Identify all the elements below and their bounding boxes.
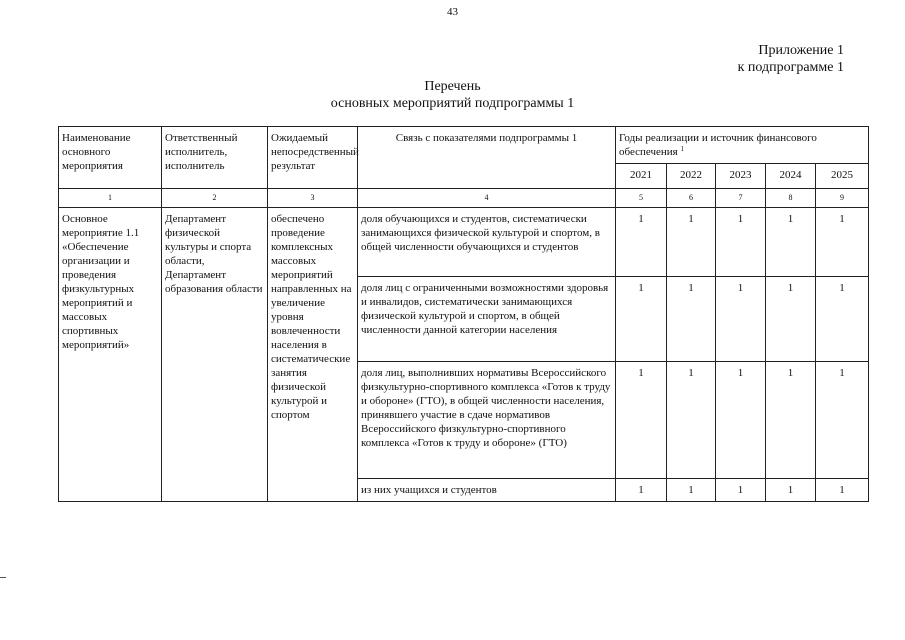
indicator-value: 1 [766, 362, 816, 479]
indicator-text: доля лиц с ограниченными возможностями здоровья и инвалидов, систематически занимающихся физической культурой и спортом, в общей численности данной категории населения [358, 277, 616, 362]
indicator-text: доля лиц, выполнивших нормативы Всероссийского физкультурно-спортивного комплекса «Готов к труду и обороне» (ГТО), в общей численности населения, принявшего участие в сдаче нормативов Всероссийского физкультурно-спортивного комплекса «Готов к труду и обороне» (ГТО) [358, 362, 616, 479]
indicator-value: 1 [667, 479, 716, 502]
year-cell: 2021 [616, 164, 667, 189]
indicator-value: 1 [716, 277, 766, 362]
indicator-value: 1 [716, 208, 766, 277]
column-number: 8 [766, 189, 816, 208]
appendix-label [738, 42, 844, 76]
year-cell: 2022 [667, 164, 716, 189]
indicator-value: 1 [766, 479, 816, 502]
indicator-value: 1 [716, 479, 766, 502]
indicator-value: 1 [667, 277, 716, 362]
column-number: 5 [616, 189, 667, 208]
indicator-value: 1 [816, 208, 869, 277]
indicator-value: 1 [816, 362, 869, 479]
title-line-2: основных мероприятий подпрограммы 1 [330, 96, 575, 111]
appendix-line-1: Приложение 1 [758, 43, 844, 58]
header-event-name: Наименование основного мероприятия [59, 127, 162, 189]
header-years-funding-text: Годы реализации и источник финансового обеспечения [619, 132, 817, 158]
table-row [59, 208, 869, 277]
year-cell: 2025 [816, 164, 869, 189]
indicator-value: 1 [766, 208, 816, 277]
event-result: обеспечено проведение комплексных массовых мероприятий направленных на увеличение уровня вовлеченности населения в систематические занятия физической культурой и спортом [268, 208, 358, 502]
indicator-value: 1 [616, 277, 667, 362]
indicator-value: 1 [616, 362, 667, 479]
footnote-marker: 1 [680, 145, 684, 153]
year-cell: 2023 [716, 164, 766, 189]
indicator-value: 1 [766, 277, 816, 362]
header-result: Ожидаемый непосредственный результат [268, 127, 358, 189]
column-number: 6 [667, 189, 716, 208]
column-number: 1 [59, 189, 162, 208]
scan-edge-mark [0, 577, 6, 578]
header-years-funding [616, 127, 869, 164]
column-number: 2 [162, 189, 268, 208]
indicator-value: 1 [816, 479, 869, 502]
header-row [59, 127, 869, 164]
appendix-line-2: к подпрограмме 1 [737, 60, 844, 75]
document-title [0, 78, 905, 112]
column-number: 9 [816, 189, 869, 208]
column-number-row [59, 189, 869, 208]
indicator-value: 1 [816, 277, 869, 362]
title-line-1: Перечень [424, 79, 481, 94]
indicator-value: 1 [616, 208, 667, 277]
header-executor: Ответственный исполнитель, исполнитель [162, 127, 268, 189]
indicator-value: 1 [616, 479, 667, 502]
column-number: 4 [358, 189, 616, 208]
event-name: Основное мероприятие 1.1 «Обеспечение организации и проведения физкультурных мероприятий и массовых спортивных мероприятий» [59, 208, 162, 502]
header-indicators: Связь с показателями подпрограммы 1 [358, 127, 616, 189]
indicator-value: 1 [667, 362, 716, 479]
indicator-text: из них учащихся и студентов [358, 479, 616, 502]
event-executor: Департамент физической культуры и спорта области, Департамент образования области [162, 208, 268, 502]
column-number: 7 [716, 189, 766, 208]
year-cell: 2024 [766, 164, 816, 189]
indicator-value: 1 [716, 362, 766, 479]
column-number: 3 [268, 189, 358, 208]
indicator-value: 1 [667, 208, 716, 277]
activities-table [58, 126, 869, 502]
indicator-text: доля обучающихся и студентов, систематически занимающихся физической культурой и спортом, в общей численности обучающихся и студентов [358, 208, 616, 277]
page-number: 43 [447, 6, 458, 18]
